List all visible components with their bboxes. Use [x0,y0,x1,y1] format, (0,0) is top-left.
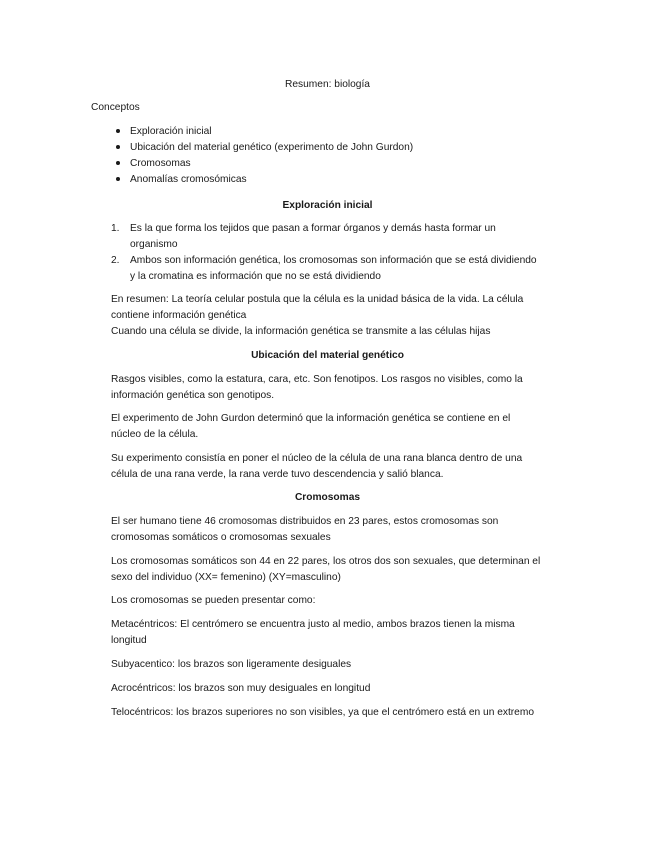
paragraph-line: Metacéntricos: El centrómero se encuentra justo al medio, ambos brazos tienen la misma [111,619,515,630]
paragraph-line: Su experimento consistía en poner el núcleo de la célula de una rana blanca dentro de una [111,453,523,464]
list-item: Exploración inicial [130,126,212,137]
paragraph-line: célula de una rana verde, la rana verde tuvo descendencia y salió blanca. [111,469,444,480]
bullet-icon [116,145,120,149]
list-item: Anomalías cromosómicas [130,174,247,185]
list-item-line: y la cromatina es información que no se está dividiendo [130,271,381,282]
paragraph-line: núcleo de la célula. [111,429,199,440]
paragraph-line: sexo del individuo (XX= femenino) (XY=masculino) [111,572,341,583]
section-heading-exploracion: Exploración inicial [282,200,373,211]
paragraph-line: información genética son genotipos. [111,390,275,401]
list-number: 2. [111,255,120,266]
paragraph-line: Acrocéntricos: los brazos son muy desiguales en longitud [111,683,371,694]
paragraph-line: Rasgos visibles, como la estatura, cara, etc. Son fenotipos. Los rasgos no visibles, como la [111,374,523,385]
paragraph-line: En resumen: La teoría celular postula que la célula es la unidad básica de la vida. La célula [111,294,524,305]
list-number: 1. [111,223,120,234]
bullet-icon [116,177,120,181]
paragraph-line: Los cromosomas se pueden presentar como: [111,595,316,606]
paragraph-line: Los cromosomas somáticos son 44 en 22 pares, los otros dos son sexuales, que determinan el [111,556,541,567]
conceptos-label: Conceptos [91,102,140,113]
list-item-line: organismo [130,239,178,250]
list-item: Ubicación del material genético (experimento de John Gurdon) [130,142,414,153]
paragraph-line: Telocéntricos: los brazos superiores no son visibles, ya que el centrómero está en un extremo [111,707,534,718]
paragraph-line: contiene información genética [111,310,247,321]
paragraph-line: longitud [111,635,147,646]
section-heading-cromosomas: Cromosomas [294,492,361,503]
document-title: Resumen: biología [285,79,370,90]
list-item: Cromosomas [130,158,191,169]
paragraph-line: Subyacentico: los brazos son ligeramente desiguales [111,659,352,670]
bullet-icon [116,129,120,133]
paragraph-line: Cuando una célula se divide, la información genética se transmite a las células hijas [111,326,491,337]
paragraph-line: cromosomas somáticos o cromosomas sexuales [111,532,331,543]
list-item-line: Es la que forma los tejidos que pasan a formar órganos y demás hasta formar un [130,223,496,234]
bullet-icon [116,161,120,165]
section-heading-ubicacion: Ubicación del material genético [251,350,404,361]
paragraph-line: El experimento de John Gurdon determinó que la información genética se contiene en el [111,413,511,424]
list-item-line: Ambos son información genética, los cromosomas son información que se está dividiendo [130,255,537,266]
paragraph-line: El ser humano tiene 46 cromosomas distribuidos en 23 pares, estos cromosomas son [111,516,499,527]
